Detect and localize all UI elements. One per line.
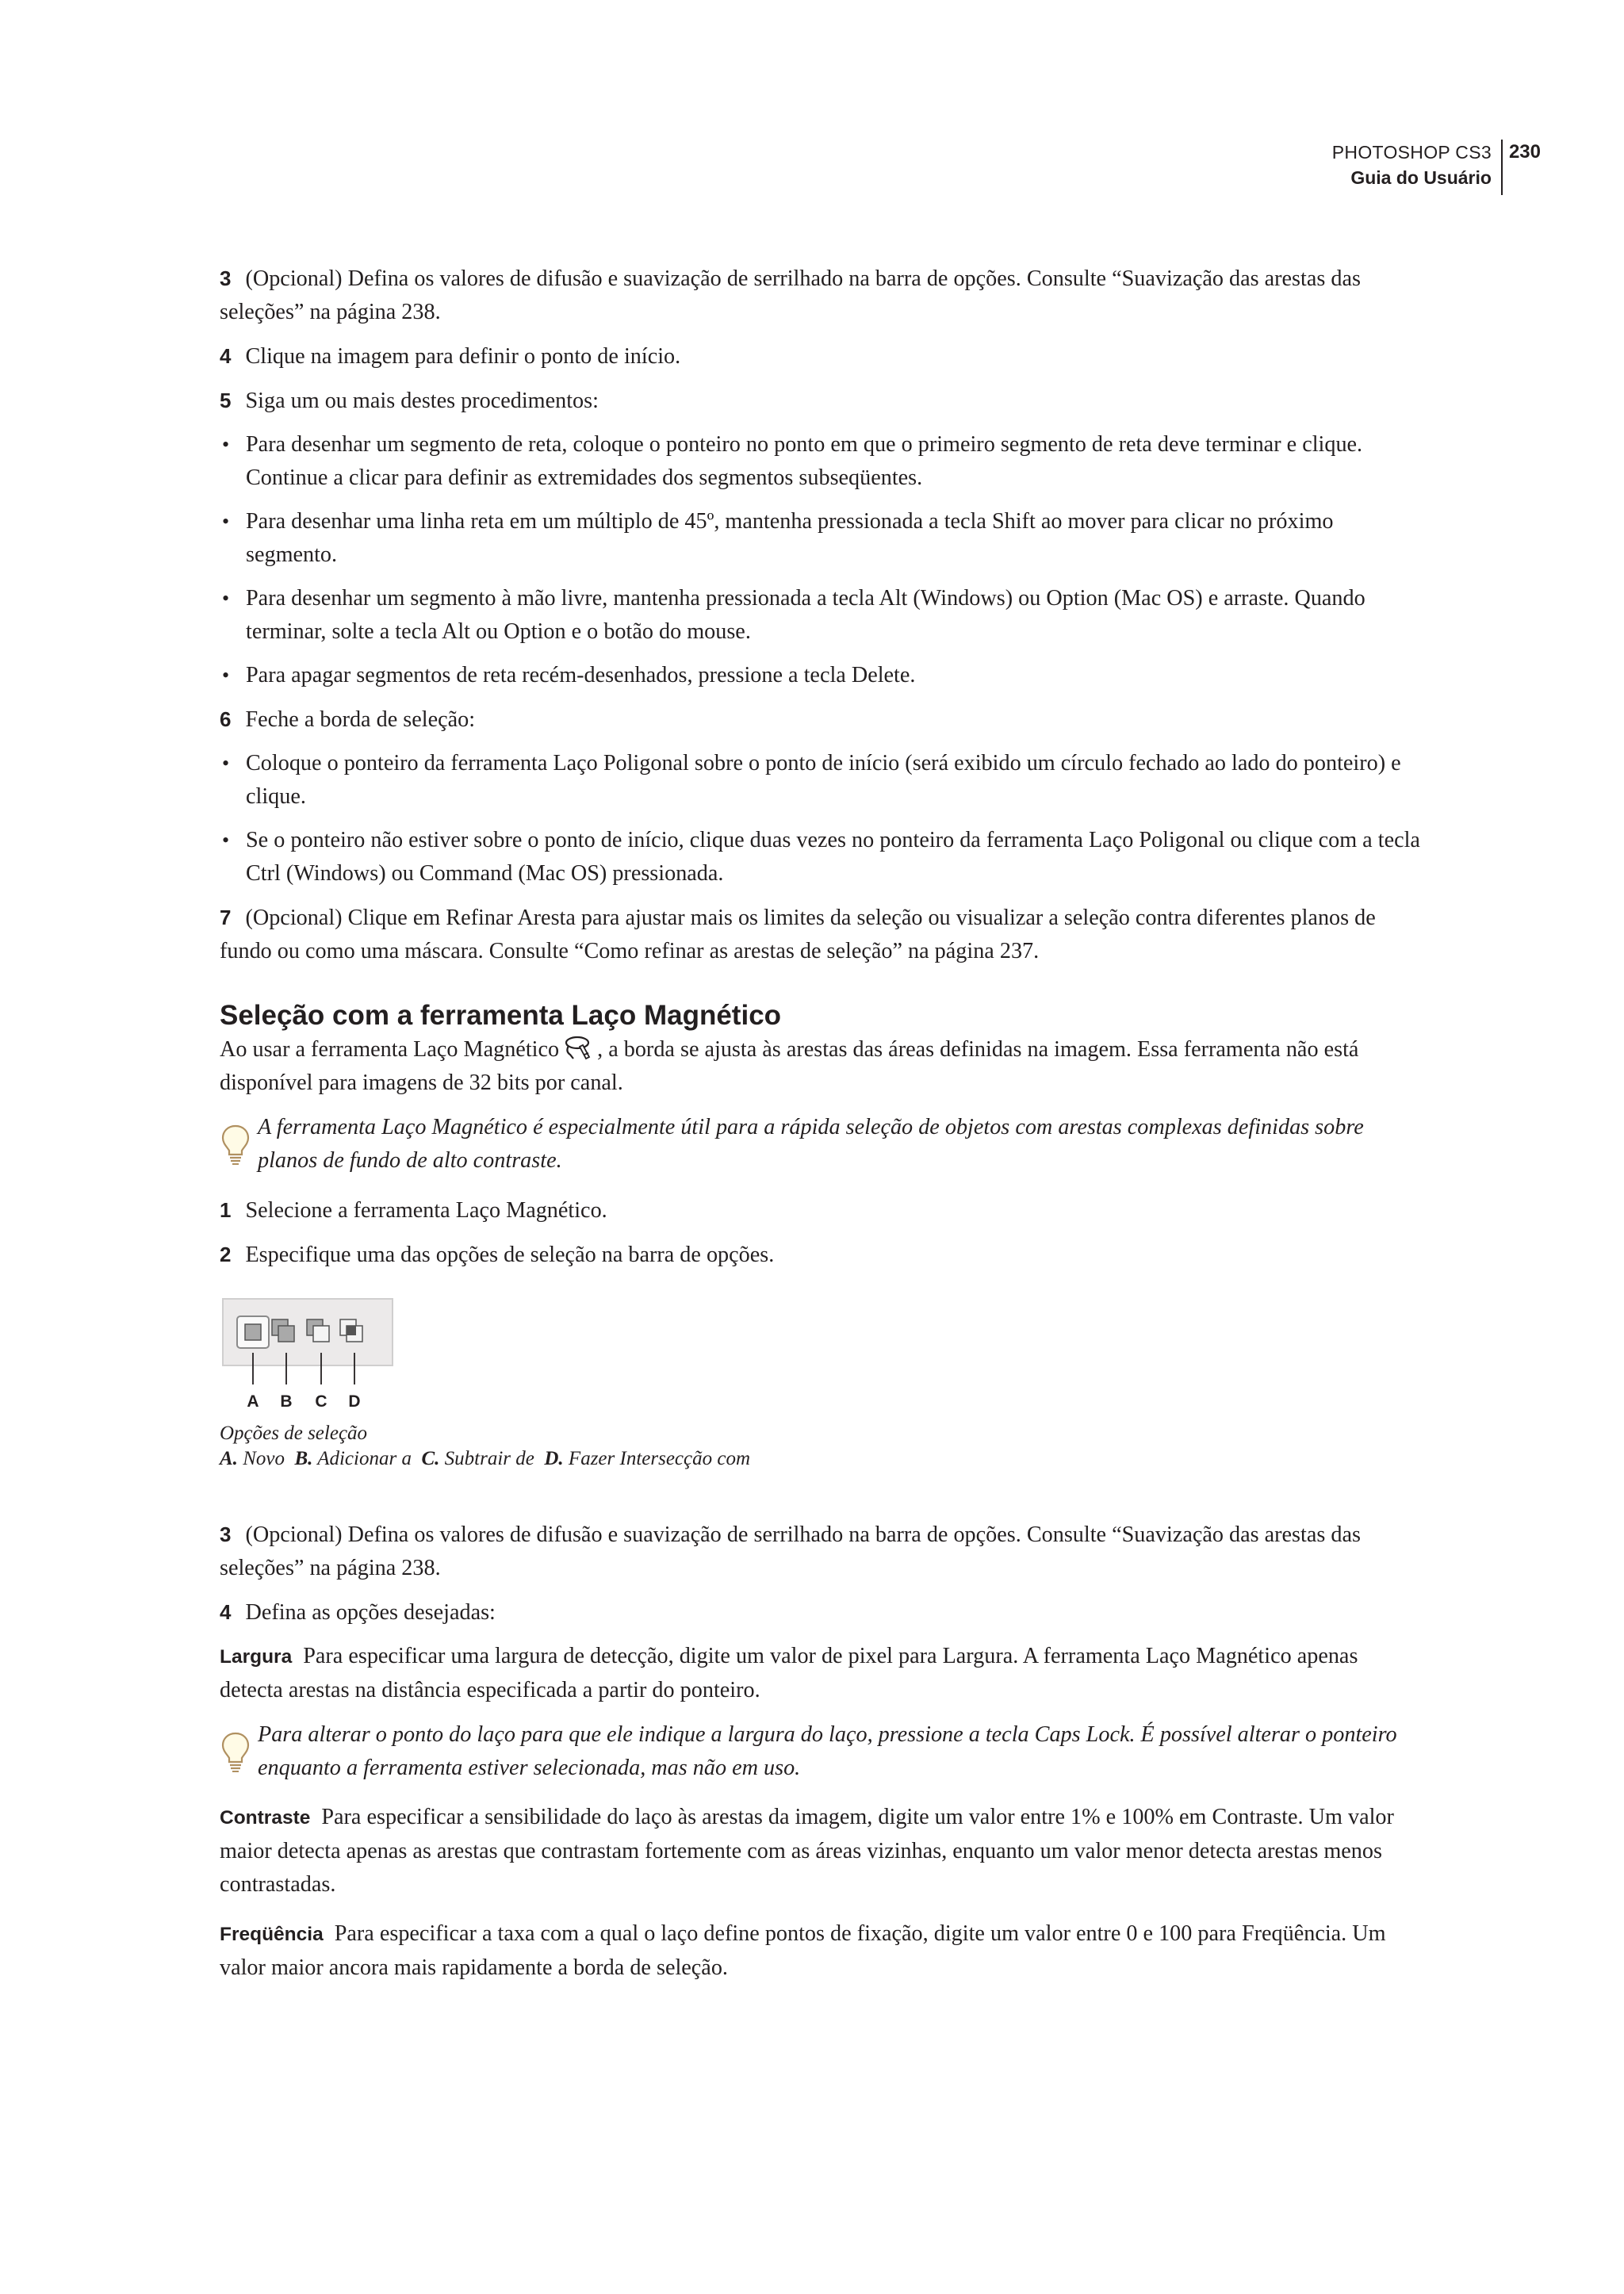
step-6-paragraph: [220, 703, 1423, 737]
step-number: 4: [220, 1600, 232, 1624]
page-number: 230: [1508, 141, 1541, 163]
selection-options-illustration: [220, 1296, 410, 1415]
legend-letter: B.: [294, 1448, 313, 1469]
step-text: (Opcional) Clique em Refinar Aresta para ajustar mais os limites da seleção ou visualizar a seleção contra diferentes planos de fundo ou como uma máscara. Consulte “Como refinar as arestas de seleção” na página 237.: [220, 906, 1376, 963]
step-1-paragraph: [220, 1193, 1423, 1227]
legend-letter: D.: [544, 1448, 564, 1469]
header-title-block: [1332, 140, 1503, 195]
step-5-bullet-list: [220, 428, 1423, 692]
option-contraste: [220, 1801, 1423, 1901]
section-heading: Seleção com a ferramenta Laço Magnético: [220, 1000, 782, 1031]
option-frequencia: [220, 1917, 1423, 1985]
step-3-paragraph: [220, 262, 1423, 329]
list-item: • Para apagar segmentos de reta recém-desenhados, pressione a tecla Delete.: [220, 659, 1423, 692]
legend-letter: A.: [220, 1448, 238, 1469]
step-text: Selecione a ferramenta Laço Magnético.: [245, 1198, 607, 1223]
step-3b-paragraph: [220, 1518, 1423, 1585]
option-description: Para especificar a sensibilidade do laço às arestas da imagem, digite um valor entre 1% e 100% em Contraste. Um valor maior detecta apenas as arestas que contrastam fortemente com as áreas vizinhas, enquanto um valor menor detecta arestas menos contrastadas.: [220, 1805, 1394, 1897]
header-product: PHOTOSHOP CS3: [1331, 142, 1492, 163]
list-item: • Para desenhar um segmento de reta, coloque o ponteiro no ponto em que o primeiro segmento de reta deve terminar e clique. Continue a clicar para definir as extremidades dos segmentos subseqüentes.: [220, 428, 1423, 495]
figure-label-b: B: [280, 1392, 293, 1411]
selection-options-figure: [220, 1296, 410, 1415]
lightbulb-icon: [220, 1731, 251, 1772]
option-term: Largura: [220, 1646, 293, 1668]
step-number: 4: [220, 344, 232, 368]
step-text: Feche a borda de seleção:: [245, 707, 476, 732]
step-number: 3: [220, 1522, 232, 1546]
list-item: • Para desenhar um segmento à mão livre, mantenha pressionada a tecla Alt (Windows) ou Option (Mac OS) e arraste. Quando terminar, solte a tecla Alt ou Option e o botão do mouse.: [220, 582, 1423, 649]
tip-note: [220, 1111, 1423, 1178]
option-largura: [220, 1640, 1423, 1707]
intro-text-before: Ao usar a ferramenta Laço Magnético: [220, 1037, 560, 1062]
figure-label-c: C: [315, 1392, 327, 1411]
figure-caption: [220, 1421, 1423, 1472]
step-text: Defina as opções desejadas:: [245, 1600, 496, 1625]
step-7-paragraph: [220, 901, 1423, 968]
step-4-paragraph: [220, 339, 1423, 373]
lightbulb-icon: [220, 1124, 251, 1165]
list-item: • Se o ponteiro não estiver sobre o ponto de início, clique duas vezes no ponteiro da ferramenta Laço Poligonal ou clique com a tecla Ctrl (Windows) ou Command (Mac OS) pressionada.: [220, 824, 1423, 890]
step-5-paragraph: [220, 384, 1423, 418]
step-4b-paragraph: [220, 1595, 1423, 1630]
tip-text: A ferramenta Laço Magnético é especialmente útil para a rápida seleção de objetos com arestas complexas definidas sobre planos de fundo de alto contraste.: [258, 1115, 1364, 1173]
tip-note-2: [220, 1718, 1423, 1785]
legend-text: Subtrair de: [444, 1448, 534, 1469]
section-intro: [220, 1033, 1423, 1100]
tip-text: Para alterar o ponto do laço para que ele indique a largura do laço, pressione a tecla Caps Lock. É possível alterar o ponteiro enquanto a ferramenta estiver selecionada, mas não em uso.: [258, 1722, 1397, 1780]
step-text: (Opcional) Defina os valores de difusão e suavização de serrilhado na barra de opções. Consulte “Suavização das arestas das seleções” na página 238.: [220, 1522, 1361, 1580]
header-guide-title: Guia do Usuário: [1350, 167, 1492, 188]
caption-title: Opções de seleção: [220, 1423, 368, 1444]
step-text: Siga um ou mais destes procedimentos:: [245, 389, 599, 413]
figure-label-d: D: [348, 1392, 361, 1411]
step-text: (Opcional) Defina os valores de difusão e suavização de serrilhado na barra de opções. Consulte “Suavização das arestas das seleções” na página 238.: [220, 266, 1361, 324]
legend-text: Adicionar a: [317, 1448, 412, 1469]
step-2-paragraph: [220, 1238, 1423, 1272]
step-number: 3: [220, 266, 232, 290]
step-number: 5: [220, 389, 232, 412]
option-term: Freqüência: [220, 1924, 324, 1945]
running-header: [1332, 140, 1541, 195]
option-term: Contraste: [220, 1807, 311, 1829]
legend-text: Fazer Intersecção com: [568, 1448, 751, 1469]
magnetic-lasso-icon: [562, 1034, 594, 1061]
caption-legend: [220, 1446, 1423, 1472]
main-content: [220, 262, 1423, 1995]
step-6-bullet-list: [220, 747, 1423, 890]
step-text: Especifique uma das opções de seleção na barra de opções.: [245, 1243, 775, 1267]
figure-label-a: A: [247, 1392, 259, 1411]
option-description: Para especificar uma largura de detecção, digite um valor de pixel para Largura. A ferramenta Laço Magnético apenas detecta arestas na distância especificada a partir do ponteiro.: [220, 1644, 1358, 1702]
step-number: 1: [220, 1198, 232, 1222]
option-description: Para especificar a taxa com a qual o laço define pontos de fixação, digite um valor entre 0 e 100 para Freqüência. Um valor maior ancora mais rapidamente a borda de seleção.: [220, 1921, 1386, 1980]
step-text: Clique na imagem para definir o ponto de início.: [245, 344, 681, 369]
step-number: 2: [220, 1243, 232, 1266]
legend-text: Novo: [243, 1448, 285, 1469]
step-number: 7: [220, 906, 232, 929]
list-item: • Para desenhar uma linha reta em um múltiplo de 45º, mantenha pressionada a tecla Shift ao mover para clicar no próximo segmento.: [220, 505, 1423, 572]
intro-text-after: , a borda se ajusta às arestas das áreas definidas na imagem. Essa ferramenta não está disponível para imagens de 32 bits por canal.: [220, 1037, 1359, 1095]
step-number: 6: [220, 707, 232, 731]
legend-letter: C.: [421, 1448, 440, 1469]
list-item: • Coloque o ponteiro da ferramenta Laço Poligonal sobre o ponto de início (será exibido um círculo fechado ao lado do ponteiro) e clique.: [220, 747, 1423, 814]
